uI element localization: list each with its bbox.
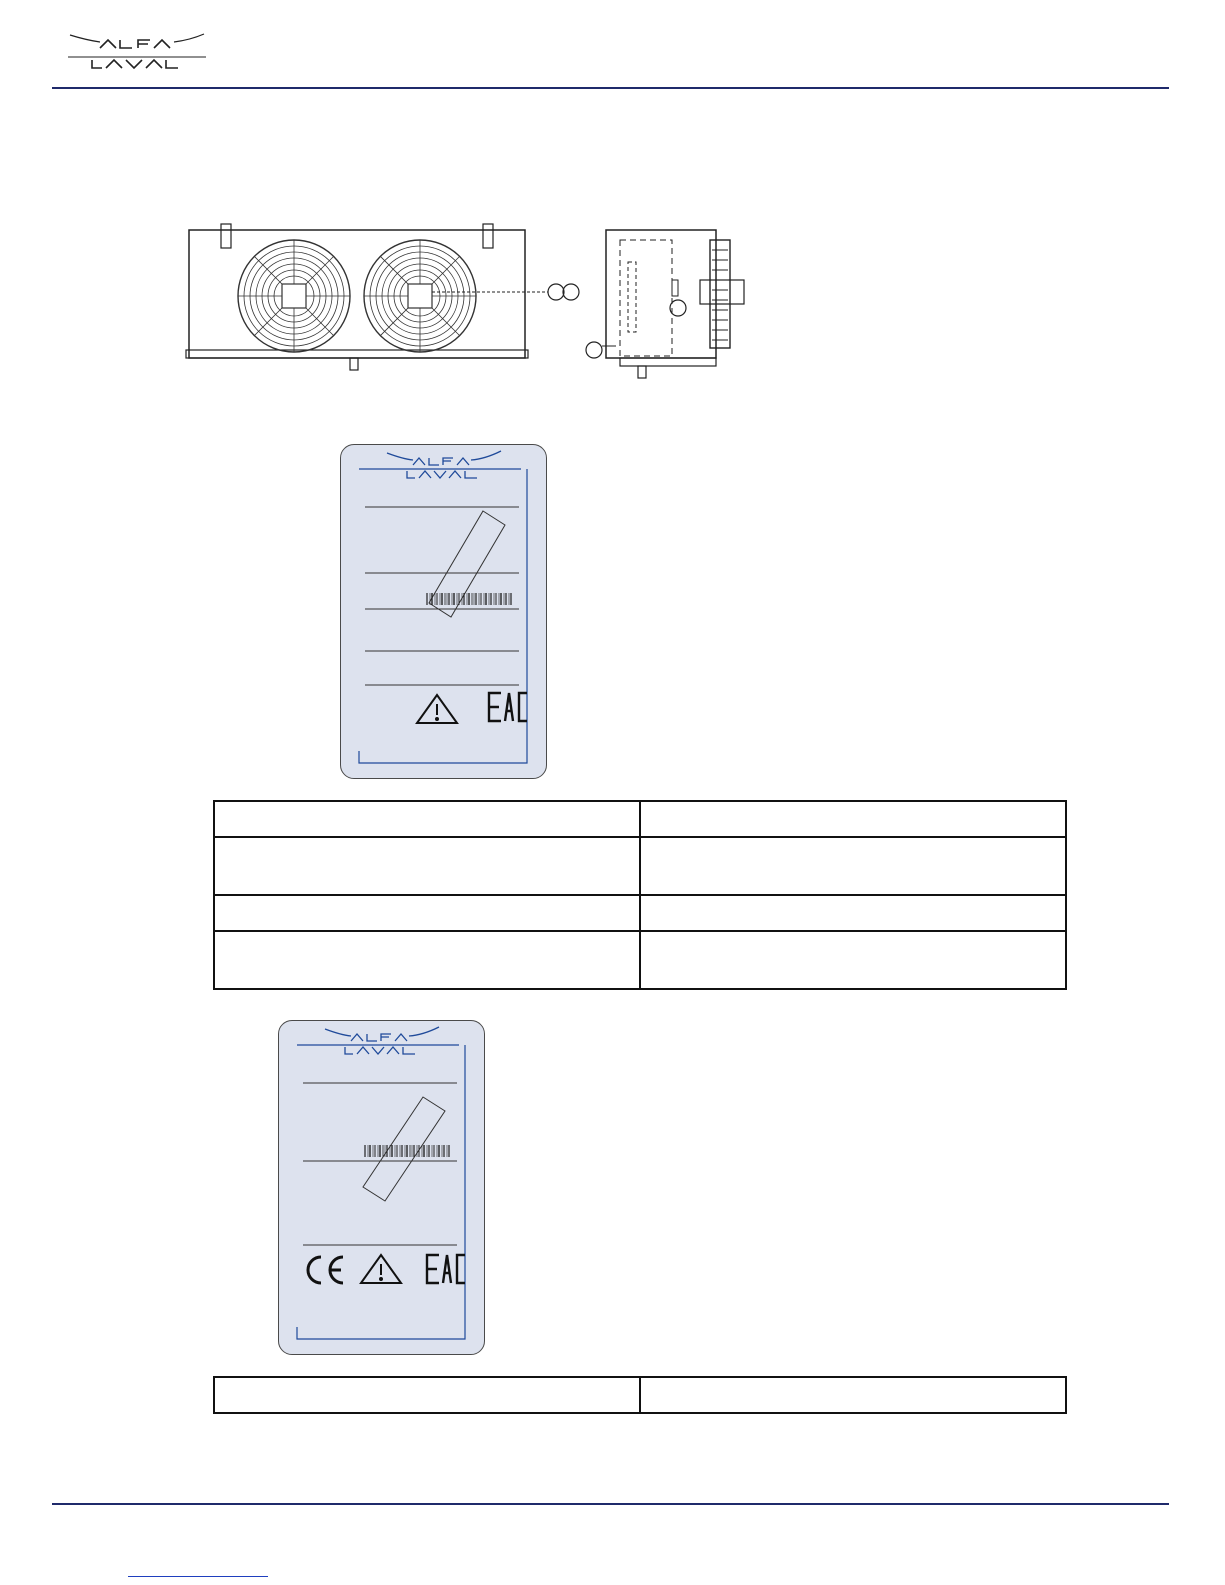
header-rule: [52, 87, 1169, 89]
eac-mark-icon: [489, 693, 527, 721]
nameplate-2: [278, 1020, 485, 1355]
table-cell: [214, 837, 640, 895]
eac-mark-icon: [427, 1255, 465, 1283]
nameplate-1: [340, 444, 547, 779]
table-cell: [214, 931, 640, 989]
fan-2-guard: [364, 240, 476, 352]
table-row: [214, 801, 1066, 837]
nameplate-2-artwork: [279, 1021, 483, 1353]
table-cell: [640, 837, 1066, 895]
spec-table-2: [213, 1376, 1067, 1414]
table-row: [214, 895, 1066, 931]
footer-link[interactable]: [128, 1576, 268, 1577]
spec-table-1: [213, 800, 1067, 990]
table-cell: [640, 895, 1066, 931]
unit-side-view-drawing: [582, 222, 752, 382]
ce-mark-icon: [308, 1257, 343, 1283]
alfa-laval-logo: [66, 26, 208, 76]
footer-rule: [52, 1503, 1169, 1505]
nameplate-1-barcode: [427, 593, 511, 605]
table-row: [214, 1377, 1066, 1413]
nameplate-1-artwork: [341, 445, 545, 777]
fan-1-guard: [238, 240, 350, 352]
table-cell: [214, 801, 640, 837]
warning-triangle-icon: [361, 1255, 401, 1283]
table-cell: [640, 1377, 1066, 1413]
unit-front-view-drawing: [184, 222, 584, 382]
warning-triangle-icon: [417, 695, 457, 723]
table-cell: [214, 1377, 640, 1413]
table-row: [214, 837, 1066, 895]
table-cell: [640, 801, 1066, 837]
table-row: [214, 931, 1066, 989]
nameplate-2-barcode: [365, 1145, 449, 1157]
nameplate-2-logo: [297, 1027, 459, 1054]
table-cell: [640, 931, 1066, 989]
nameplate-1-logo: [359, 451, 521, 478]
table-cell: [214, 895, 640, 931]
